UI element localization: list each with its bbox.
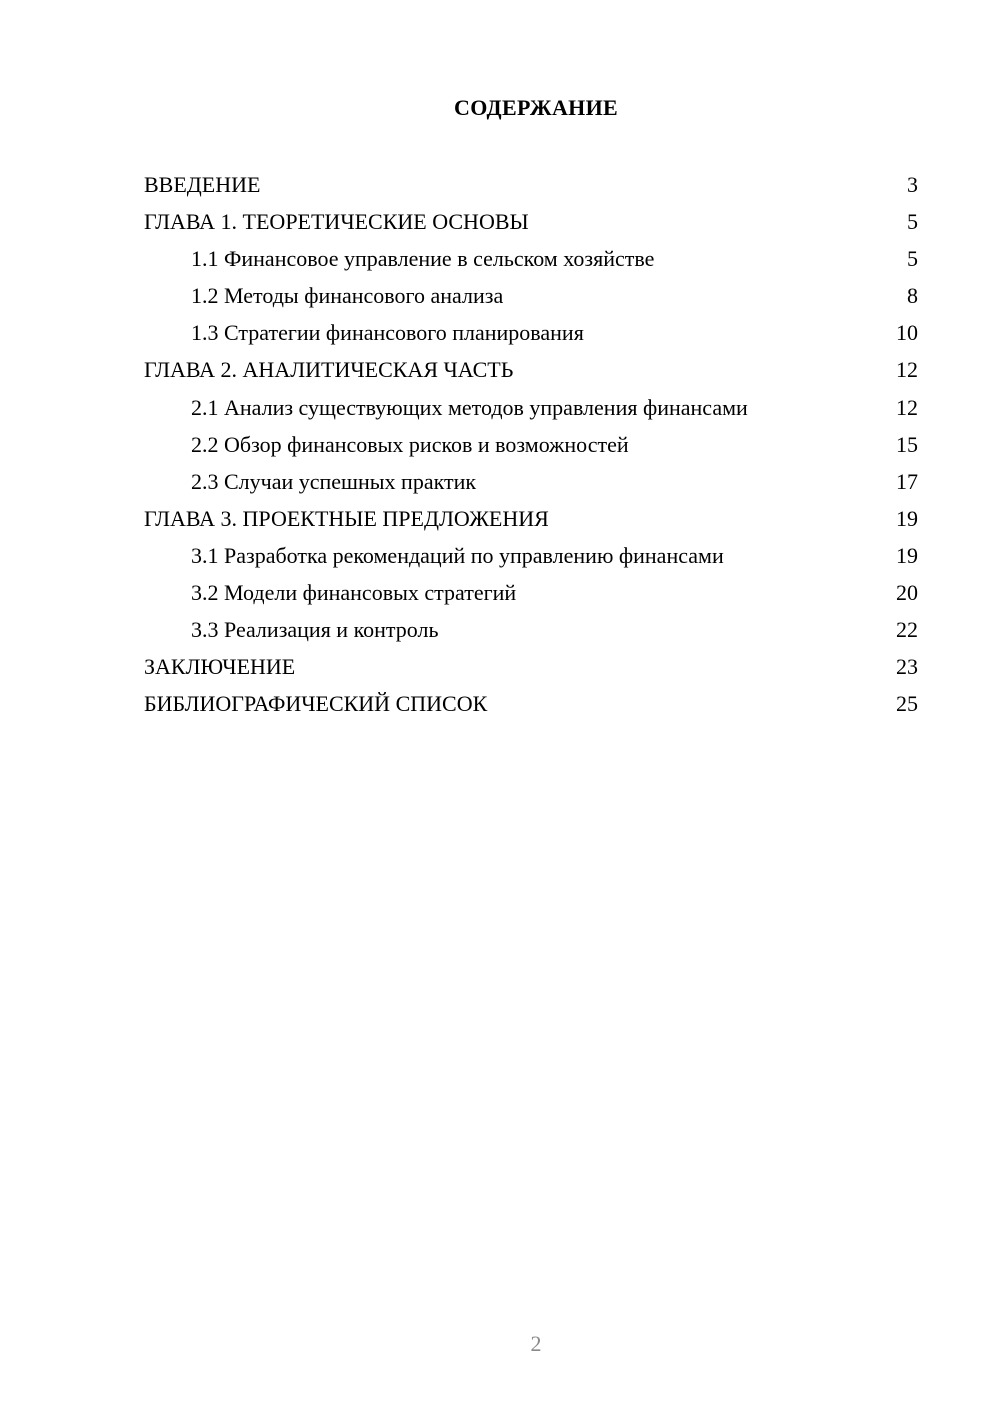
toc-entry-label: 3.1 Разработка рекомендаций по управлению финансами [191,542,724,568]
toc-entry-conclusion[interactable] [144,652,918,689]
toc-entry-page: 5 [907,209,918,235]
toc-entry-page: 22 [896,617,918,643]
toc-entry-label: 1.2 Методы финансового анализа [191,283,504,309]
toc-entry-page: 8 [907,283,918,309]
toc-entry-section-1-3[interactable] [144,318,918,355]
toc-entry-label: 3.3 Реализация и контроль [191,617,439,643]
toc-entry-label: ЗАКЛЮЧЕНИЕ [144,654,296,680]
toc-entry-section-3-1[interactable] [144,541,918,578]
toc-entry-label: 1.1 Финансовое управление в сельском хозяйстве [191,246,655,272]
toc-entry-introduction[interactable] [144,170,918,207]
toc-entry-chapter-2[interactable] [144,355,918,392]
table-of-contents [144,170,918,726]
toc-entry-page: 3 [907,172,918,197]
toc-entry-label: ГЛАВА 1. ТЕОРЕТИЧЕСКИЕ ОСНОВЫ [144,209,529,235]
toc-title: СОДЕРЖАНИЕ [454,95,618,120]
toc-entry-section-2-2[interactable] [144,430,918,467]
toc-entry-section-3-2[interactable] [144,578,918,615]
toc-entry-label: ВВЕДЕНИЕ [144,172,261,197]
toc-entry-label: ГЛАВА 2. АНАЛИТИЧЕСКАЯ ЧАСТЬ [144,357,514,383]
toc-entry-page: 10 [896,320,918,346]
toc-entry-section-1-2[interactable] [144,281,918,318]
toc-entry-section-3-3[interactable] [144,615,918,652]
toc-entry-label: 2.1 Анализ существующих методов управления финансами [191,394,748,420]
toc-entry-bibliography[interactable] [144,689,918,726]
toc-entry-page: 20 [896,580,918,606]
toc-entry-page: 23 [896,654,918,680]
toc-entry-section-2-1[interactable] [144,393,918,430]
toc-entry-label: БИБЛИОГРАФИЧЕСКИЙ СПИСОК [144,691,488,717]
toc-entry-page: 5 [907,246,918,272]
toc-entry-page: 17 [896,468,918,494]
toc-entry-chapter-1[interactable] [144,207,918,244]
toc-entry-section-1-1[interactable] [144,244,918,281]
toc-entry-page: 19 [896,505,918,531]
toc-entry-chapter-3[interactable] [144,504,918,541]
toc-entry-label: 2.2 Обзор финансовых рисков и возможностей [191,431,629,457]
toc-entry-page: 12 [896,357,918,383]
page-number: 2 [530,1331,542,1356]
toc-entry-page: 19 [896,542,918,568]
toc-entry-label: 3.2 Модели финансовых стратегий [191,580,517,606]
toc-entry-section-2-3[interactable] [144,467,918,504]
toc-entry-label: ГЛАВА 3. ПРОЕКТНЫЕ ПРЕДЛОЖЕНИЯ [144,505,549,531]
toc-entry-label: 2.3 Случаи успешных практик [191,468,477,494]
toc-entry-page: 25 [896,691,918,717]
toc-entry-page: 15 [896,431,918,457]
toc-entry-label: 1.3 Стратегии финансового планирования [191,320,584,346]
toc-entry-page: 12 [896,394,918,420]
